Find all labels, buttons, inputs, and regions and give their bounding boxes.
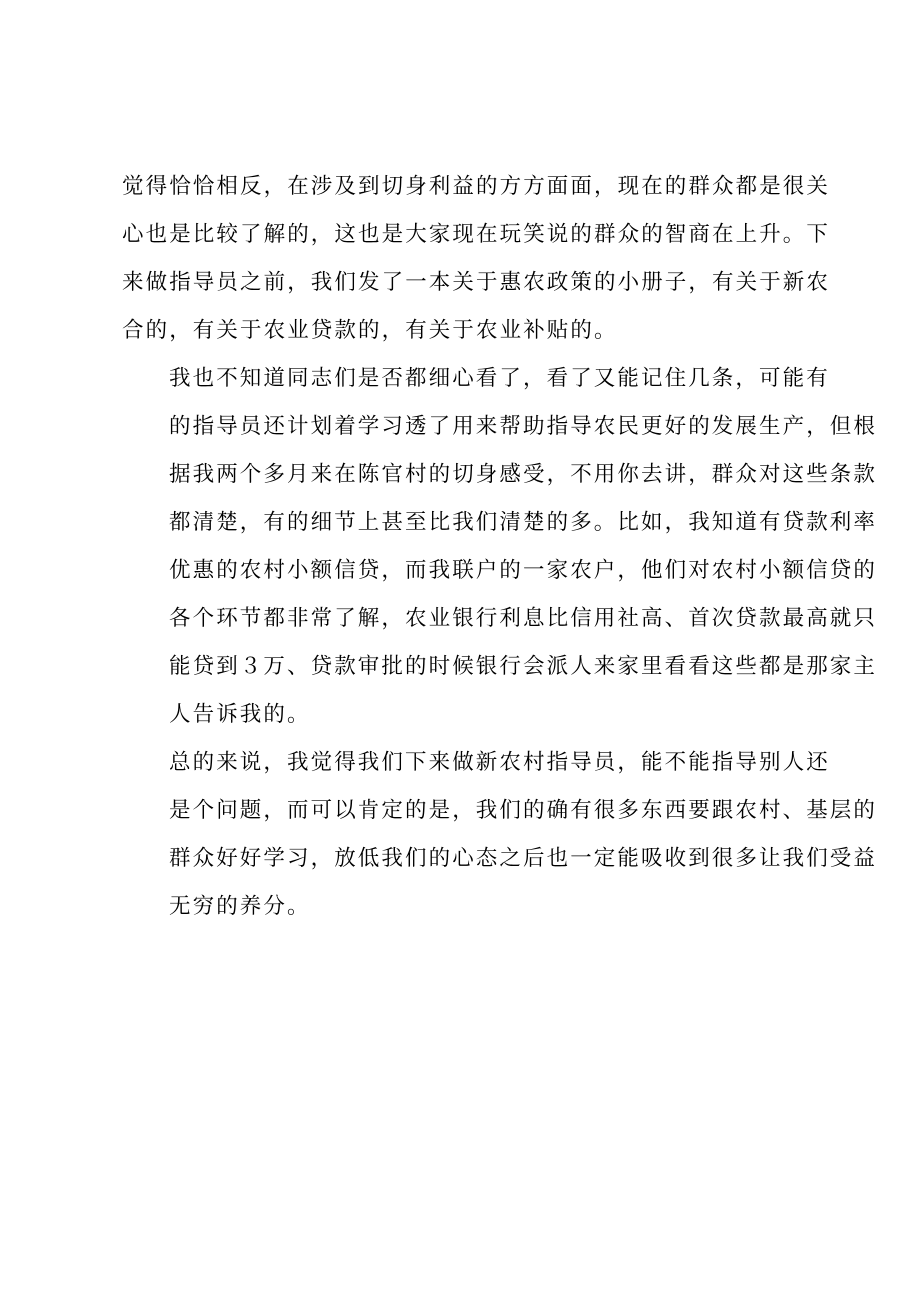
- text-line: 人告诉我的。: [169, 702, 311, 727]
- text-line: 无穷的养分。: [169, 894, 311, 919]
- text-line: 群众好好学习，放低我们的心态之后也一定能吸收到很多让我们受益: [169, 846, 878, 871]
- text-line: 来做指导员之前，我们发了一本关于惠农政策的小册子，有关于新农: [122, 270, 831, 295]
- text-line: 总的来说，我觉得我们下来做新农村指导员，能不能指导别人还: [169, 750, 830, 775]
- text-line: 据我两个多月来在陈官村的切身感受，不用你去讲，群众对这些条款: [169, 462, 878, 487]
- paragraph-1: [122, 163, 831, 355]
- text-line: 能贷到３万、贷款审批的时候银行会派人来家里看看这些都是那家主: [169, 654, 878, 679]
- text-line: 合的，有关于农业贷款的，有关于农业补贴的。: [122, 318, 618, 343]
- text-line: 觉得恰恰相反，在涉及到切身利益的方方面面，现在的群众都是很关: [122, 174, 831, 199]
- document-body: [122, 163, 878, 931]
- text-line: 都清楚，有的细节上甚至比我们清楚的多。比如，我知道有贷款利率: [169, 510, 878, 535]
- paragraph-3: [122, 739, 878, 931]
- paragraph-2: [122, 355, 878, 739]
- text-line: 各个环节都非常了解，农业银行利息比信用社高、首次贷款最高就只: [169, 606, 878, 631]
- text-line: 我也不知道同志们是否都细心看了，看了又能记住几条，可能有: [169, 366, 830, 391]
- text-line: 的指导员还计划着学习透了用来帮助指导农民更好的发展生产，但根: [169, 414, 878, 439]
- text-line: 心也是比较了解的，这也是大家现在玩笑说的群众的智商在上升。下: [122, 222, 831, 247]
- text-line: 优惠的农村小额信贷，而我联户的一家农户，他们对农村小额信贷的: [169, 558, 878, 583]
- text-line: 是个问题，而可以肯定的是，我们的确有很多东西要跟农村、基层的: [169, 798, 878, 823]
